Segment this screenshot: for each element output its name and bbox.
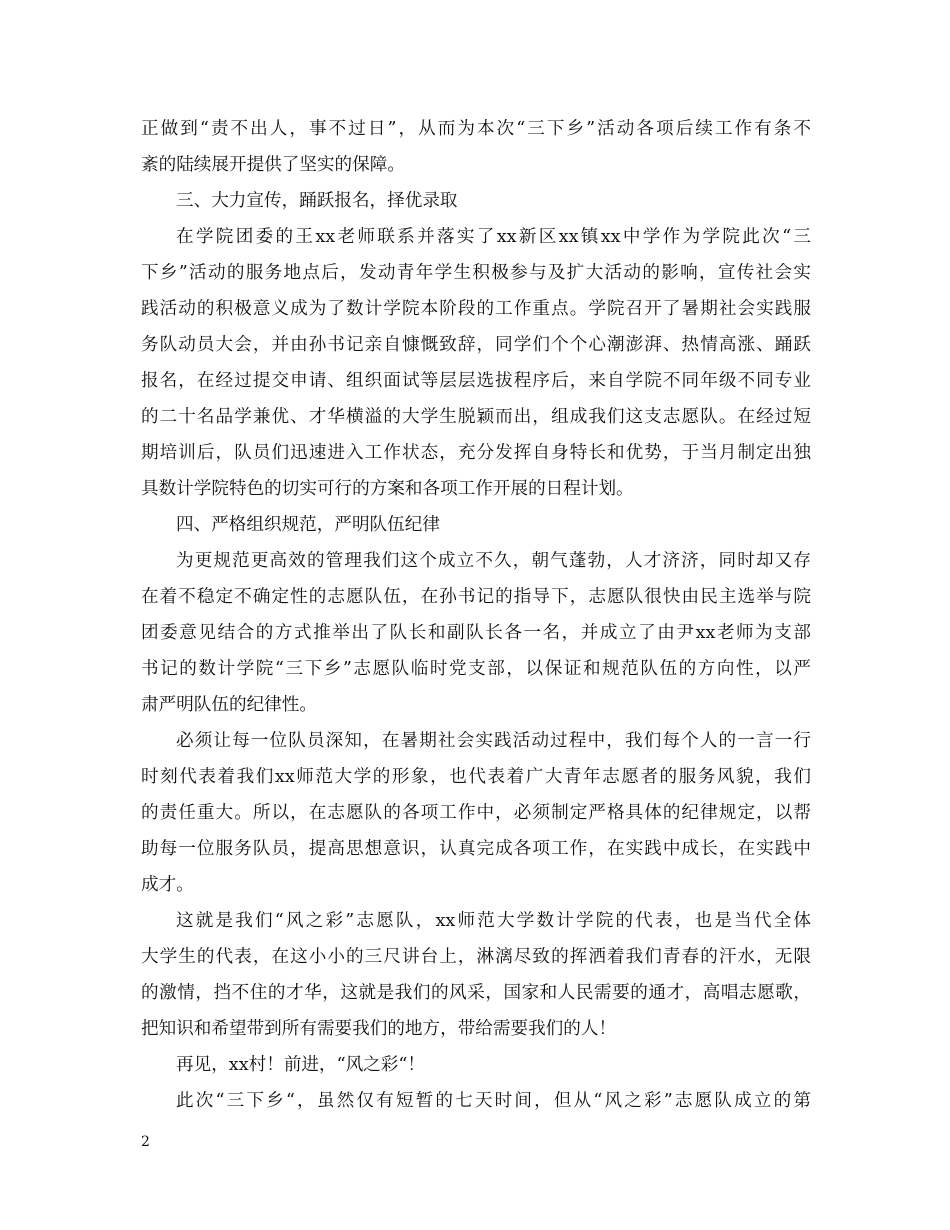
body-line: 在学院团委的王xx老师联系并落实了xx新区xx镇xx中学作为学院此次“三	[176, 227, 811, 247]
body-line: 紊的陆续展开提供了坚实的保障。	[141, 155, 405, 175]
body-line: 这就是我们“风之彩”志愿队，xx师范大学数计学院的代表，也是当代全体	[176, 911, 811, 931]
body-line: 报名，在经过提交申请、组织面试等层层选拔程序后，来自学院不同年级不同专业	[141, 371, 811, 391]
section-heading: 三、大力宣传，踊跃报名，择优录取	[176, 191, 458, 211]
body-line: 肃严明队伍的纪律性。	[141, 695, 317, 715]
body-line: 再见，xx村！前进，“风之彩“！	[176, 1055, 425, 1075]
body-line: 践活动的积极意义成为了数计学院本阶段的工作重点。学院召开了暑期社会实践服	[141, 299, 811, 319]
body-line: 此次“三下乡“，虽然仅有短暂的七天时间，但从“风之彩”志愿队成立的第	[176, 1091, 811, 1111]
body-line: 必须让每一位队员深知，在暑期社会实践活动过程中，我们每个人的一言一行	[176, 731, 811, 751]
body-line: 的二十名品学兼优、才华横溢的大学生脱颖而出，组成我们这支志愿队。在经过短	[141, 407, 811, 427]
body-line: 的激情，挡不住的才华，这就是我们的风采，国家和人民需要的通才，高唱志愿歌，	[141, 983, 811, 1003]
body-line: 助每一位服务队员，提高思想意识，认真完成各项工作，在实践中成长，在实践中	[141, 839, 811, 859]
body-line: 务队动员大会，并由孙书记亲自慷慨致辞，同学们个个心潮澎湃、热情高涨、踊跃	[141, 335, 811, 355]
page-number: 2	[141, 1134, 150, 1150]
section-heading: 四、严格组织规范，严明队伍纪律	[176, 515, 440, 535]
body-line: 具数计学院特色的切实可行的方案和各项工作开展的日程计划。	[141, 479, 634, 499]
body-line: 期培训后，队员们迅速进入工作状态，充分发挥自身特长和优势，于当月制定出独	[141, 443, 811, 463]
body-line: 书记的数计学院“三下乡”志愿队临时党支部，以保证和规范队伍的方向性，以严	[141, 659, 811, 679]
body-line: 正做到“责不出人，事不过日”，从而为本次“三下乡”活动各项后续工作有条不	[141, 119, 811, 139]
body-line: 为更规范更高效的管理我们这个成立不久，朝气蓬勃，人才济济，同时却又存	[176, 551, 811, 571]
body-line: 下乡”活动的服务地点后，发动青年学生积极参与及扩大活动的影响，宣传社会实	[141, 263, 811, 283]
body-line: 团委意见结合的方式推举出了队长和副队长各一名，并成立了由尹xx老师为支部	[141, 623, 811, 643]
body-line: 的责任重大。所以，在志愿队的各项工作中，必须制定严格具体的纪律规定，以帮	[141, 803, 811, 823]
body-line: 大学生的代表，在这小小的三尺讲台上，淋漓尽致的挥洒着我们青春的汗水，无限	[141, 947, 811, 967]
body-line: 时刻代表着我们xx师范大学的形象，也代表着广大青年志愿者的服务风貌，我们	[141, 767, 811, 787]
body-line: 把知识和希望带到所有需要我们的地方，带给需要我们的人！	[141, 1019, 617, 1039]
body-line: 在着不稳定不确定性的志愿队伍，在孙书记的指导下，志愿队很快由民主选举与院	[141, 587, 811, 607]
body-line: 成才。	[141, 875, 194, 895]
